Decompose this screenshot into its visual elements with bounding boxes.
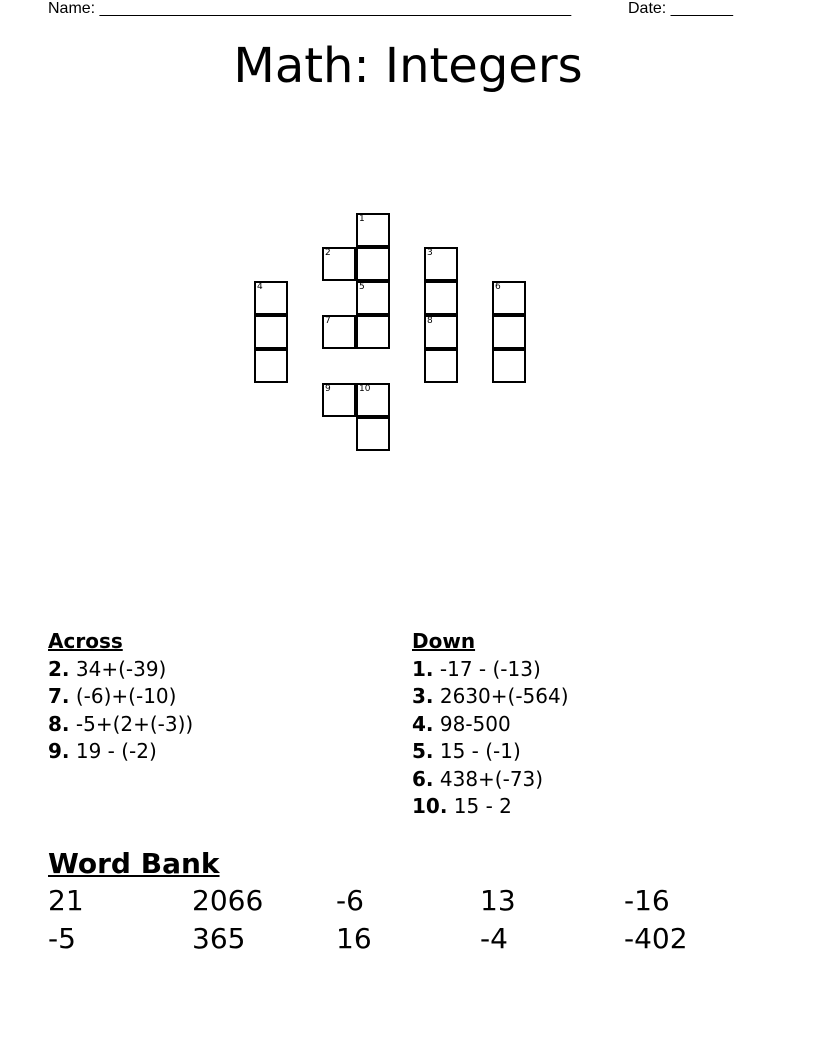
clue-text: (-6)+(-10) xyxy=(75,684,177,708)
clue-text: 15 - 2 xyxy=(453,794,512,818)
clue-number: 5. xyxy=(412,739,434,763)
word-bank-item: 2066 xyxy=(192,884,264,917)
clue-number: 7 xyxy=(325,316,331,326)
clue-number: 2. xyxy=(48,656,70,681)
down-clue xyxy=(412,738,569,766)
down-clue xyxy=(412,656,569,684)
crossword-cell[interactable] xyxy=(424,315,458,349)
clue-number: 8. xyxy=(48,711,70,736)
crossword-cell[interactable] xyxy=(254,349,288,383)
word-bank-item: -5 xyxy=(48,922,76,955)
clue-number: 3. xyxy=(412,684,434,708)
clue-text: 34+(-39) xyxy=(75,656,167,681)
down-heading: Down xyxy=(412,629,476,653)
down-clue xyxy=(412,766,569,794)
crossword-cell[interactable] xyxy=(322,383,356,417)
crossword-cell[interactable] xyxy=(254,281,288,315)
word-bank-item: 16 xyxy=(336,922,372,955)
word-bank-item: 21 xyxy=(48,884,84,917)
down-clue xyxy=(412,683,569,711)
across-clue xyxy=(48,738,193,766)
clue-number: 9 xyxy=(325,384,331,394)
clue-number: 5 xyxy=(359,282,365,292)
clue-number: 8 xyxy=(427,316,433,326)
clue-number: 9. xyxy=(48,739,70,763)
crossword-cell[interactable] xyxy=(356,383,390,417)
clue-text: 2630+(-564) xyxy=(439,684,569,708)
crossword-cell[interactable] xyxy=(254,315,288,349)
name-field-label: Name: _____________________________________________________ xyxy=(48,0,572,17)
across-clue xyxy=(48,711,193,739)
down-clues xyxy=(412,628,569,821)
word-bank-item: 365 xyxy=(192,922,246,955)
word-bank-item: -402 xyxy=(624,922,688,955)
across-heading: Across xyxy=(48,629,123,653)
crossword-cell[interactable] xyxy=(424,281,458,315)
word-bank-item: -6 xyxy=(336,884,364,917)
clue-number: 10 xyxy=(359,384,371,394)
crossword-cell[interactable] xyxy=(356,417,390,451)
crossword-cell[interactable] xyxy=(424,247,458,281)
clue-number: 1. xyxy=(412,656,434,681)
crossword-cell[interactable] xyxy=(492,281,526,315)
word-bank-title: Word Bank xyxy=(48,847,220,880)
word-bank-item: -4 xyxy=(480,922,508,955)
crossword-cell[interactable] xyxy=(322,315,356,349)
clue-text: 438+(-73) xyxy=(439,766,544,791)
crossword-cell[interactable] xyxy=(356,315,390,349)
word-bank-item: 13 xyxy=(480,884,516,917)
clue-text: 15 - (-1) xyxy=(439,739,521,763)
word-bank-item: -16 xyxy=(624,884,670,917)
clue-text: 98-500 xyxy=(439,711,511,736)
clue-text: -5+(2+(-3)) xyxy=(75,711,194,736)
crossword-cell[interactable] xyxy=(356,213,390,247)
crossword-cell[interactable] xyxy=(424,349,458,383)
date-field-label: Date: _______ xyxy=(628,0,733,17)
page-title: Math: Integers xyxy=(233,38,583,94)
crossword-cell[interactable] xyxy=(356,247,390,281)
clue-number: 6 xyxy=(495,282,501,292)
clue-text: 19 - (-2) xyxy=(75,739,157,763)
clue-number: 4. xyxy=(412,711,434,736)
clue-number: 7. xyxy=(48,684,70,708)
crossword-cell[interactable] xyxy=(322,247,356,281)
clue-number: 1 xyxy=(359,214,365,224)
across-clue xyxy=(48,656,193,684)
clue-number: 2 xyxy=(325,248,331,258)
crossword-cell[interactable] xyxy=(356,281,390,315)
clue-number: 4 xyxy=(257,282,263,292)
across-clue xyxy=(48,683,193,711)
word-bank xyxy=(48,882,768,958)
clue-number: 6. xyxy=(412,766,434,791)
down-clue xyxy=(412,711,569,739)
down-clue xyxy=(412,793,569,821)
header xyxy=(48,0,748,18)
clue-number: 10. xyxy=(412,794,448,818)
across-clues xyxy=(48,628,193,766)
crossword-cell[interactable] xyxy=(492,349,526,383)
crossword-cell[interactable] xyxy=(492,315,526,349)
clue-number: 3 xyxy=(427,248,433,258)
clue-text: -17 - (-13) xyxy=(439,656,541,681)
